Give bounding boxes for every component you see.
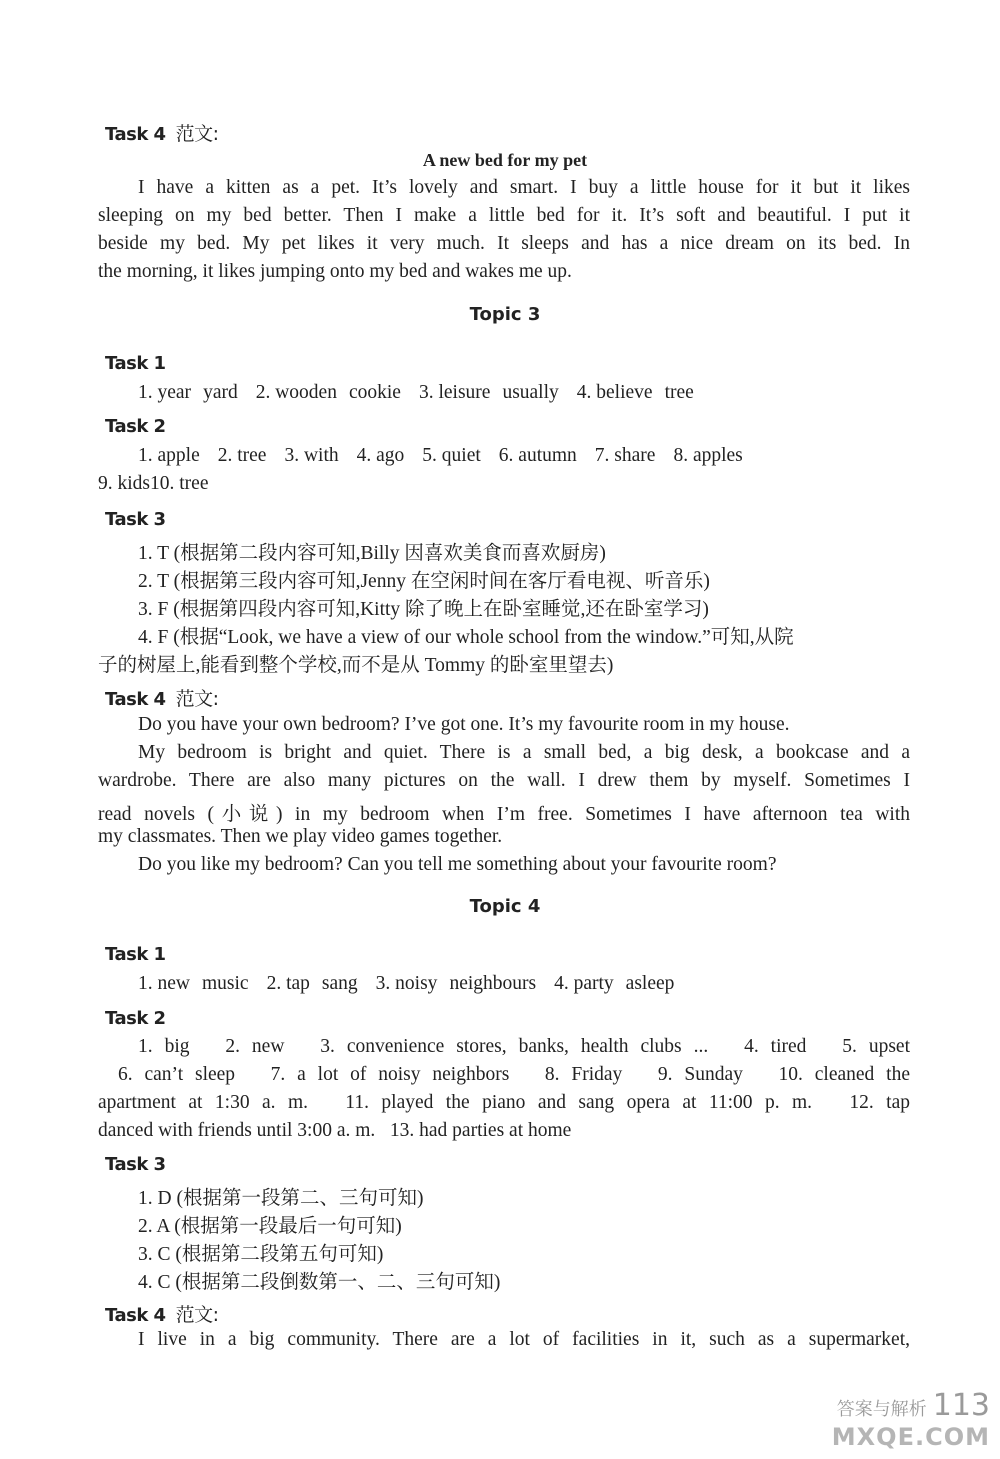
answer-line: 9. kids10. tree	[98, 473, 209, 494]
answer-line: 子的树屋上,能看到整个学校,而不是从 Tommy 的卧室里望去)	[98, 655, 614, 676]
page-footer	[832, 1388, 990, 1451]
essay-line: My bedroom is bright and quiet. There is a small bed, a big desk, a bookcase and a	[138, 742, 910, 763]
essay-line: I live in a big community. There are a lot of facilities in it, such as a supermarket,	[138, 1329, 910, 1350]
task-heading: Task 2	[105, 1008, 166, 1029]
task-heading: Task 1	[105, 944, 166, 965]
answer-line: 4. C (根据第二段倒数第一、二、三句可知)	[138, 1272, 501, 1293]
answer-line: 1. big 2. new 3. convenience stores, banks, health clubs ... 4. tired 5. upset	[138, 1036, 910, 1057]
section-label: 答案与解析	[836, 1399, 927, 1420]
essay-line: Do you like my bedroom? Can you tell me something about your favourite room?	[138, 854, 777, 875]
answer-line: 1. D (根据第一段第二、三句可知)	[138, 1188, 424, 1209]
task-heading: Task 4 范文:	[105, 123, 219, 145]
answer-line: 2. T (根据第三段内容可知,Jenny 在空闲时间在客厅看电视、听音乐)	[138, 571, 710, 592]
essay-line: my classmates. Then we play video games together.	[98, 826, 503, 847]
essay-title: A new bed for my pet	[422, 150, 588, 170]
answer-line: 3. C (根据第二段第五句可知)	[138, 1244, 384, 1265]
topic-heading: Topic 4	[469, 896, 541, 917]
answer-line: 1. apple 2. tree 3. with 4. ago 5. quiet 6. autumn 7. share 8. apples	[138, 445, 743, 466]
task-heading: Task 4 范文:	[105, 688, 219, 710]
answer-line: 2. A (根据第一段最后一句可知)	[138, 1216, 402, 1237]
task-heading: Task 1	[105, 353, 166, 374]
essay-line: Do you have your own bedroom? I’ve got one. It’s my favourite room in my house.	[138, 714, 790, 735]
essay-line: beside my bed. My pet likes it very much. It sleeps and has a nice dream on its bed. In	[98, 233, 910, 254]
answer-line: 1. new music 2. tap sang 3. noisy neighbours 4. party asleep	[138, 973, 675, 994]
answer-line: 1. T (根据第二段内容可知,Billy 因喜欢美食而喜欢厨房)	[138, 543, 606, 564]
topic-heading: Topic 3	[469, 304, 541, 325]
essay-line: wardrobe. There are also many pictures on the wall. I drew them by myself. Sometimes I	[98, 770, 910, 791]
answer-line: 4. F (根据“Look, we have a view of our whole school from the window.”可知,从院	[138, 627, 794, 648]
answer-line: 3. F (根据第四段内容可知,Kitty 除了晚上在卧室睡觉,还在卧室学习)	[138, 599, 709, 620]
task-heading: Task 4 范文:	[105, 1304, 219, 1326]
answer-line: danced with friends until 3:00 a. m. 13. had parties at home	[98, 1120, 572, 1141]
task-heading: Task 2	[105, 416, 166, 437]
essay-line: the morning, it likes jumping onto my bed and wakes me up.	[98, 261, 572, 282]
watermark: MXQE.COM	[831, 1423, 990, 1451]
task-heading: Task 3	[105, 1154, 166, 1175]
answer-line: 1. year yard 2. wooden cookie 3. leisure usually 4. believe tree	[138, 382, 694, 403]
essay-line: sleeping on my bed better. Then I make a little bed for it. It’s soft and beautiful. I put it	[98, 205, 910, 226]
essay-line: read novels (小说) in my bedroom when I’m free. Sometimes I have afternoon tea with	[98, 804, 910, 825]
answer-line: 6. can’t sleep 7. a lot of noisy neighbors 8. Friday 9. Sunday 10. cleaned the	[118, 1064, 910, 1085]
page-number: 113	[932, 1388, 990, 1423]
answer-line: apartment at 1:30 a. m. 11. played the piano and sang opera at 11:00 p. m. 12. tap	[98, 1092, 910, 1113]
task-heading: Task 3	[105, 509, 166, 530]
essay-line: I have a kitten as a pet. It’s lovely and smart. I buy a little house for it but it likes	[138, 177, 910, 198]
